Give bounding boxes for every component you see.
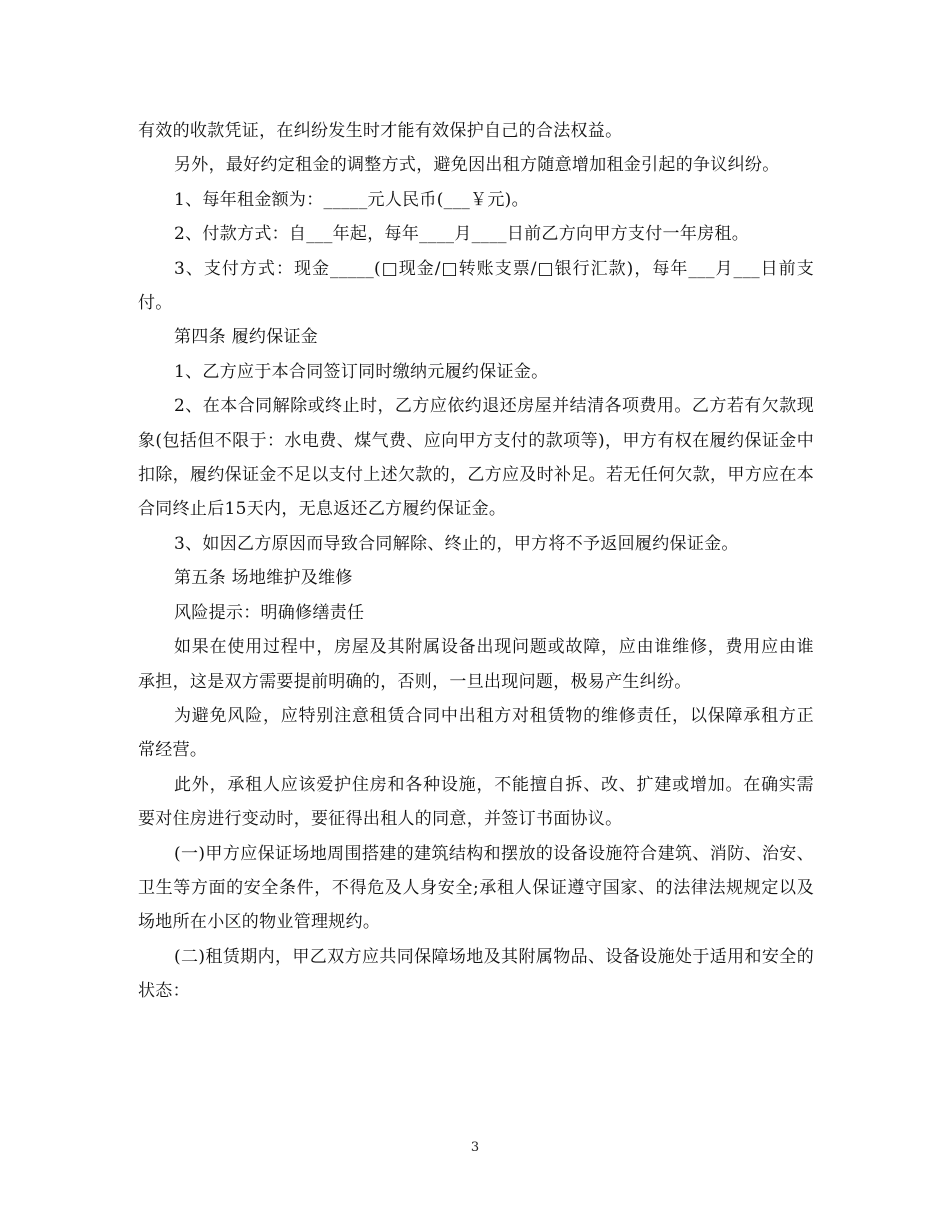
paragraph: 另外，最好约定租金的调整方式，避免因出租方随意增加租金引起的争议纠纷。 [174,155,780,176]
paragraph: 此外，承租人应该爱护住房和各种设施，不能擅自拆、改、扩建或增加。在确实需要对住房进行变动时，要征得出租人的同意，并签订书面协议。 [138,774,814,830]
paragraph: (一)甲方应保证场地周围搭建的建筑结构和摆放的设备设施符合建筑、消防、治安、卫生等方面的安全条件，不得危及人身安全;承租人保证遵守国家、的法律法规规定以及场地所在小区的物业管理规约。 [138,843,814,933]
paragraph: 1、乙方应于本合同签订同时缴纳元履约保证金。 [174,361,549,382]
document-body [138,114,814,1009]
payment-type-clause: 3、支付方式：现金_____(□现金/□转账支票/□银行汇款)，每年___月___日前支付。 [138,258,814,314]
rent-amount-clause: 1、每年租金额为：_____元人民币(___￥元)。 [174,189,529,210]
risk-tip: 风险提示：明确修缮责任 [174,602,365,623]
paragraph: 2、在本合同解除或终止时，乙方应依约退还房屋并结清各项费用。乙方若有欠款现象(包括但不限于：水电费、煤气费、应向甲方支付的款项等)，甲方有权在履约保证金中扣除，履约保证金不足以支付上述欠款的，乙方应及时补足。若无任何欠款，甲方应在本合同终止后15天内，无息返还乙方履约保证金。 [138,396,814,520]
article-4-heading: 第四条 履约保证金 [174,327,319,348]
paragraph: 3、如因乙方原因而导致合同解除、终止的，甲方将不予返回履约保证金。 [174,533,739,554]
paragraph: 如果在使用过程中，房屋及其附属设备出现问题或故障，应由谁维修，费用应由谁承担，这是双方需要提前明确的，否则，一旦出现问题，极易产生纠纷。 [138,637,814,692]
payment-method-clause: 2、付款方式：自___年起，每年____月____日前乙方向甲方支付一年房租。 [174,224,750,245]
paragraph: (二)租赁期内，甲乙双方应共同保障场地及其附属物品、设备设施处于适用和安全的状态： [138,946,814,1002]
paragraph: 有效的收款凭证，在纠纷发生时才能有效保护自己的合法权益。 [138,121,623,141]
page-number: 3 [470,1140,480,1155]
paragraph: 为避免风险，应特别注意租赁合同中出租方对租赁物的维修责任，以保障承租方正常经营。 [138,705,814,761]
article-5-heading: 第五条 场地维护及维修 [174,568,353,589]
